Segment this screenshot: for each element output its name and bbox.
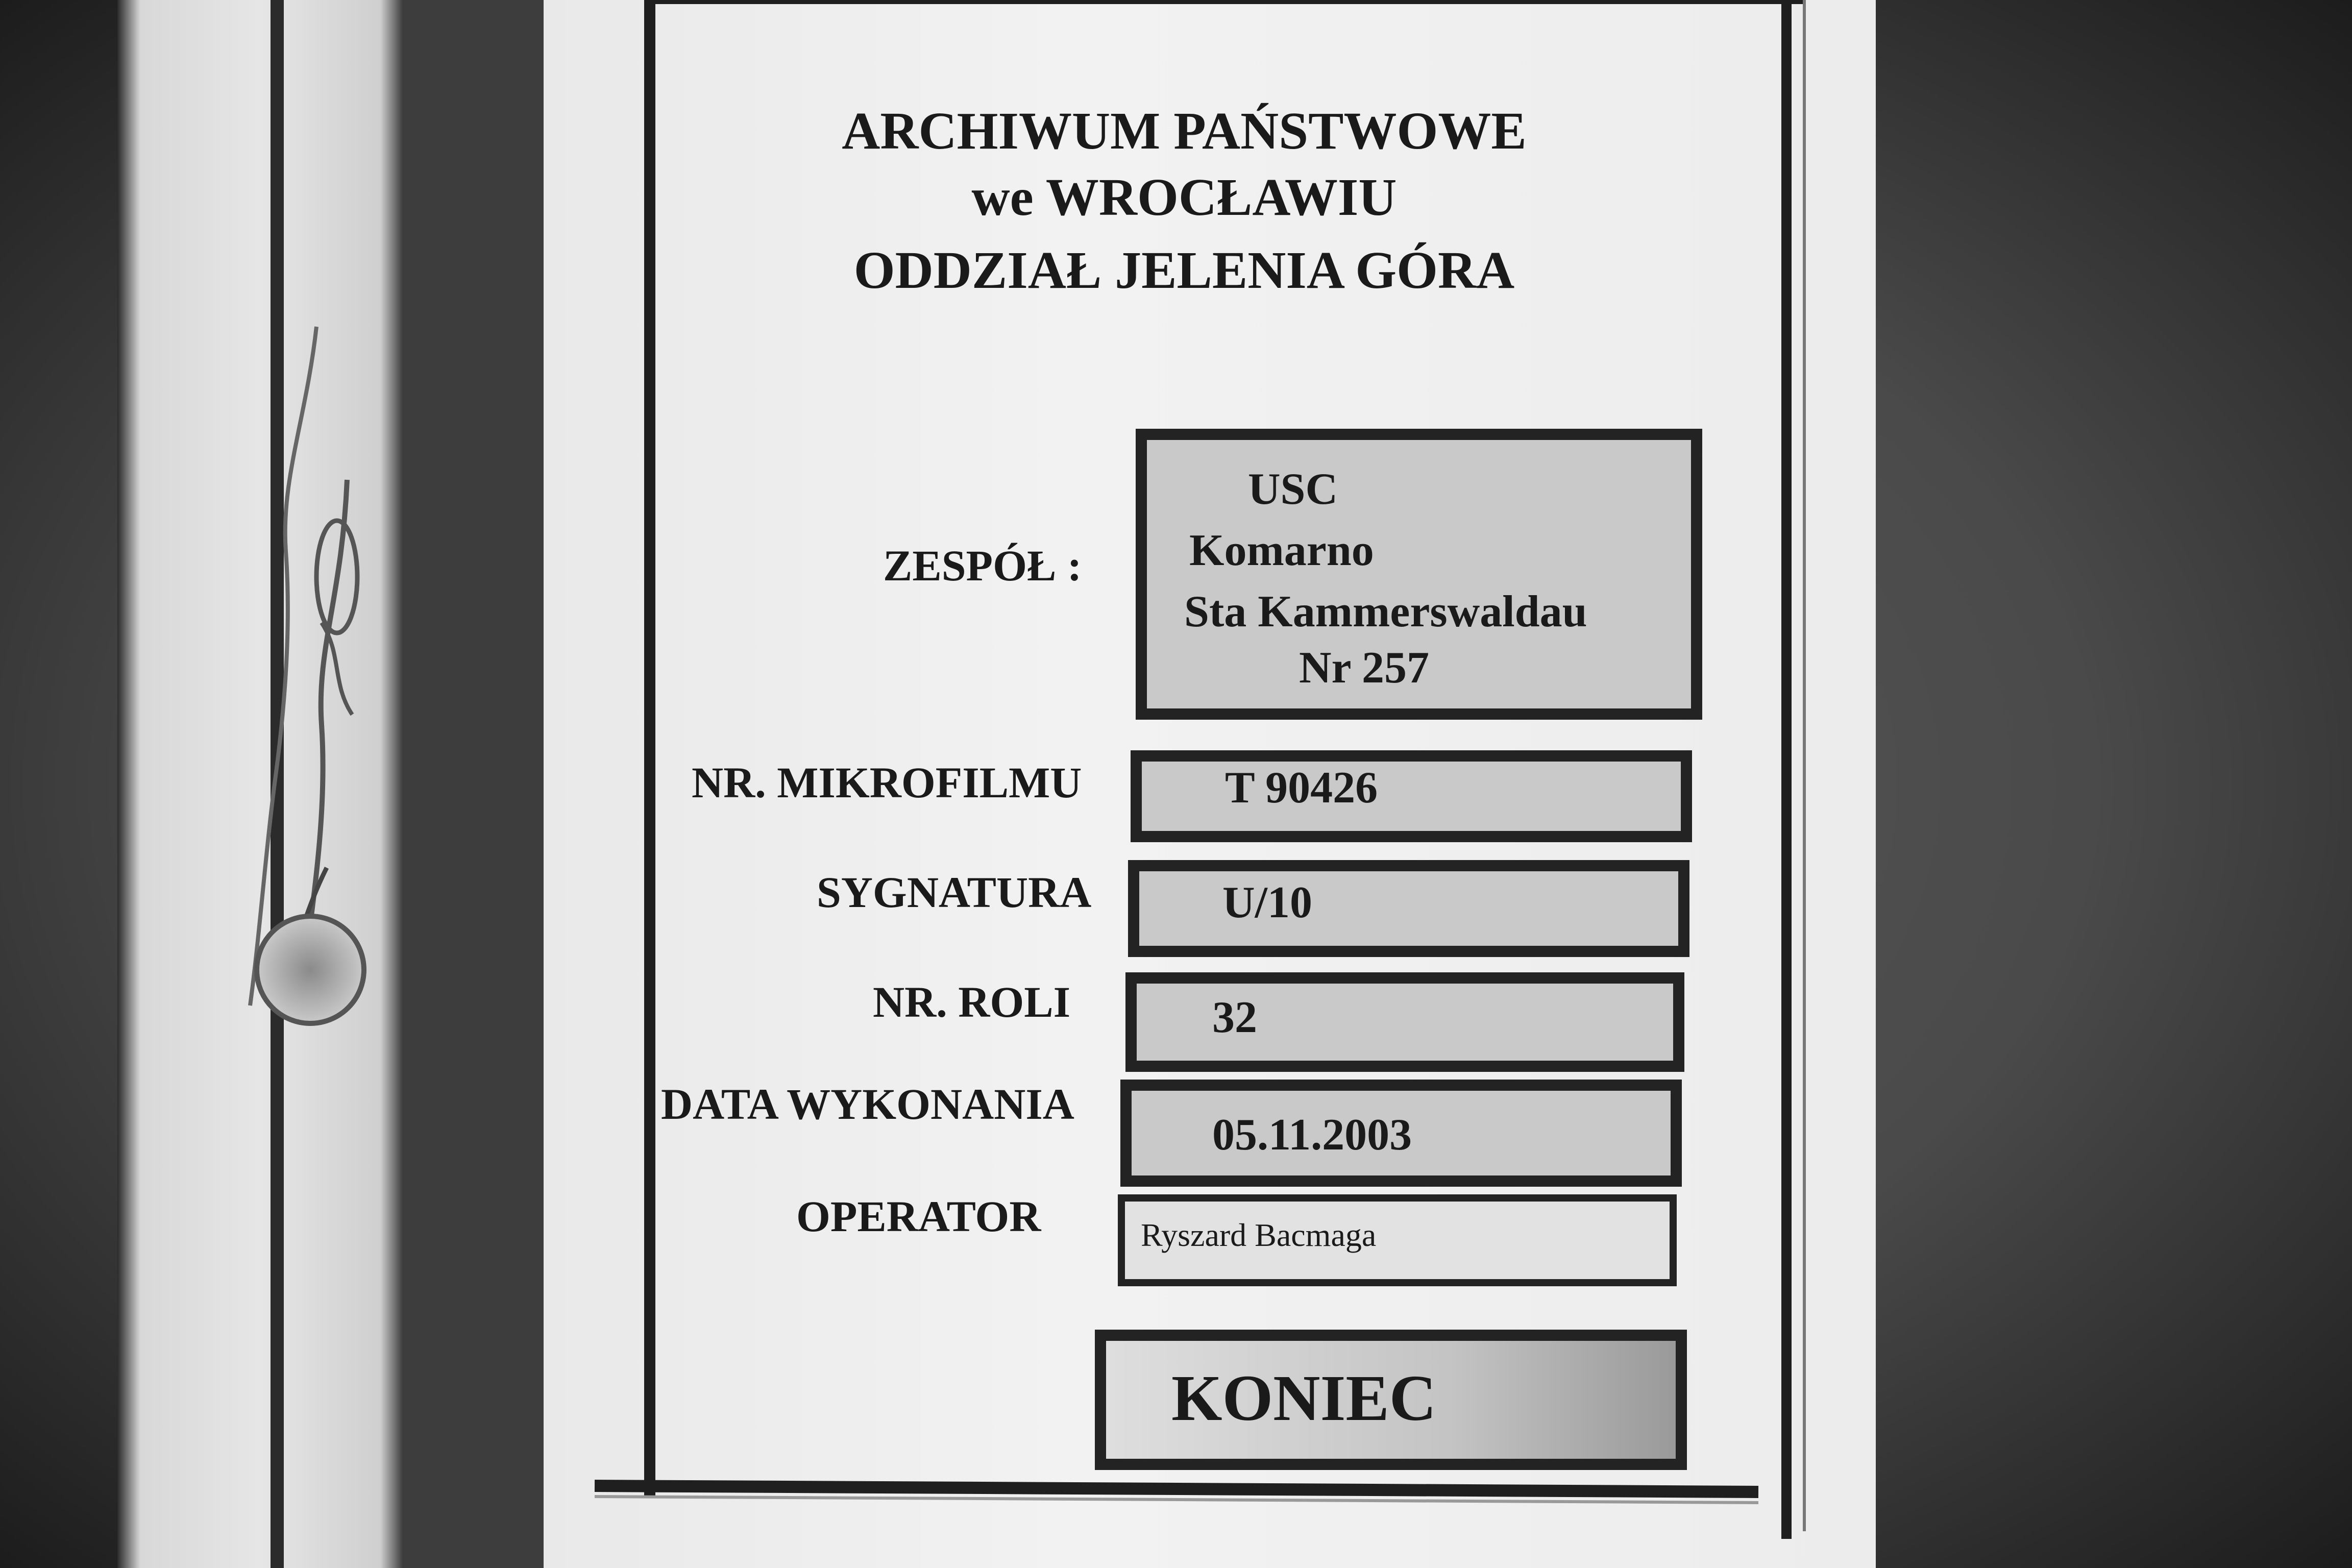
adjacent-document-page	[117, 0, 403, 1568]
mikrofilm-value: T 90426	[1225, 763, 1378, 813]
rola-label: NR. ROLI	[873, 977, 1071, 1026]
card-frame-right	[1781, 0, 1792, 1539]
zespol-line-2: Komarno	[1189, 526, 1374, 575]
zespol-line-3: Sta Kammerswaldau	[1184, 587, 1587, 636]
operator-label: OPERATOR	[796, 1192, 1041, 1241]
sygnatura-value: U/10	[1222, 878, 1312, 927]
card-frame-left	[644, 0, 655, 1498]
zespol-line-4: Nr 257	[1299, 643, 1430, 693]
archive-name: ARCHIWUM PAŃSTWOWE	[842, 102, 1527, 160]
handwritten-signature	[189, 265, 378, 1031]
zespol-line-1: USC	[1248, 464, 1338, 514]
data-value: 05.11.2003	[1212, 1110, 1412, 1160]
mikrofilm-label: NR. MIKROFILMU	[692, 758, 1082, 807]
archive-branch: ODDZIAŁ JELENIA GÓRA	[853, 241, 1515, 300]
rola-value: 32	[1212, 993, 1257, 1042]
rola-box	[1125, 972, 1684, 1072]
archive-city: we WROCŁAWIU	[971, 168, 1397, 227]
sygnatura-label: SYGNATURA	[817, 868, 1092, 917]
operator-value: Ryszard Bacmaga	[1141, 1217, 1377, 1253]
zespol-label: ZESPÓŁ :	[883, 541, 1082, 590]
card-frame-top	[644, 0, 1803, 4]
mikrofilm-box	[1131, 750, 1692, 842]
sygnatura-box	[1128, 860, 1689, 957]
end-marker-label: KONIEC	[1171, 1362, 1437, 1434]
embossed-seal	[254, 914, 366, 1026]
card-frame-right-inner	[1803, 0, 1806, 1531]
data-label: DATA WYKONANIA	[661, 1080, 1074, 1129]
background-strip	[403, 0, 544, 1568]
